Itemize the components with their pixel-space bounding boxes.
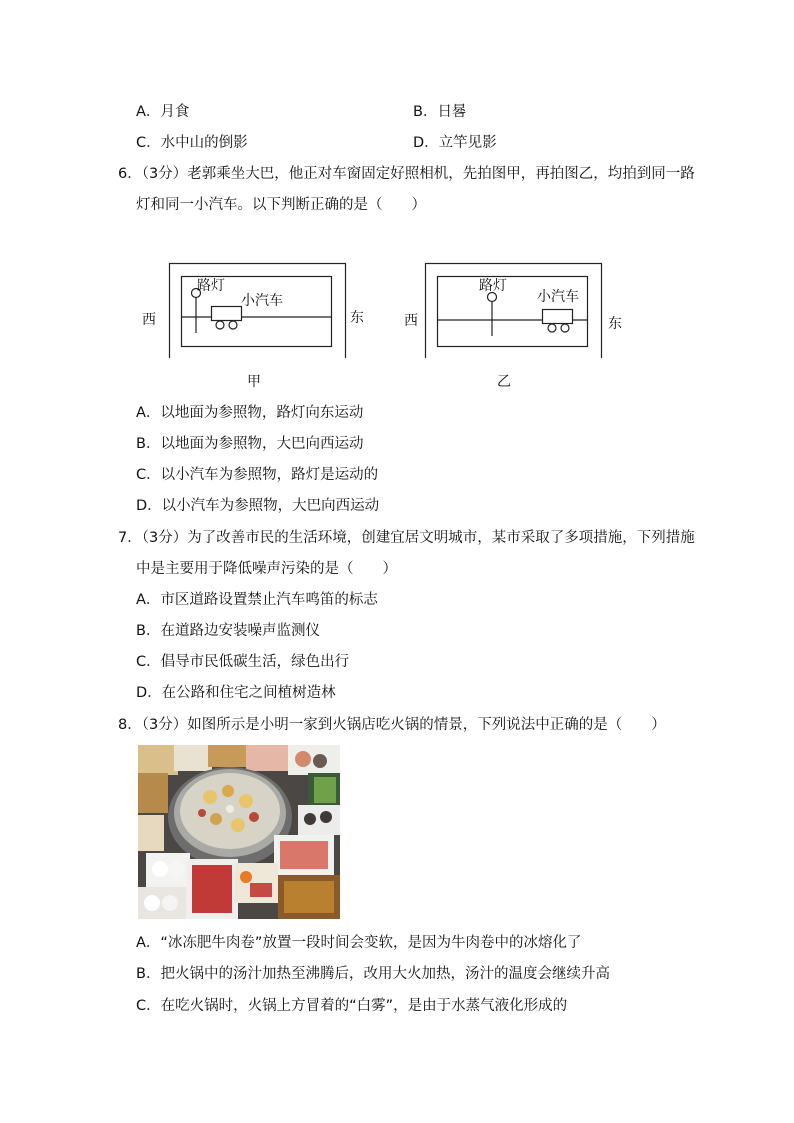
q5-option-b: B．日晷 <box>413 104 467 120</box>
q5-option-d: D．立竿见影 <box>413 135 497 151</box>
q6-right-west-label: 西 <box>404 313 418 329</box>
q6-option-b: B．以地面为参照物，大巴向西运动 <box>136 436 364 452</box>
hotpot-photo <box>138 745 340 919</box>
q6-figure-left <box>140 258 370 393</box>
q6-option-c: C．以小汽车为参照物，路灯是运动的 <box>136 467 379 483</box>
q7-option-c: C．倡导市民低碳生活，绿色出行 <box>136 654 350 670</box>
q6-right-east-label: 东 <box>608 316 622 332</box>
q6-right-caption: 乙 <box>497 374 511 390</box>
q8-stem: 8．（3分）如图所示是小明一家到火锅店吃火锅的情景，下列说法中正确的是（ ） <box>118 717 666 733</box>
q7-stem-line2: 中是主要用于降低噪声污染的是（ ） <box>136 561 397 577</box>
q6-right-car-label: 小汽车 <box>537 289 579 305</box>
q6-right-lamp-label: 路灯 <box>479 278 507 294</box>
q6-left-east-label: 东 <box>350 310 364 326</box>
q6-option-a: A．以地面为参照物，路灯向东运动 <box>136 405 364 421</box>
q8-option-a: A．“冰冻肥牛肉卷”放置一段时间会变软，是因为牛肉卷中的冰熔化了 <box>136 935 582 951</box>
q5-option-a: A．月食 <box>136 104 190 120</box>
q7-option-a: A．市区道路设置禁止汽车鸣笛的标志 <box>136 592 378 608</box>
q6-stem-line1: 6．（3分）老郭乘坐大巴，他正对车窗固定好照相机，先拍图甲，再拍图乙，均拍到同一路 <box>118 166 695 182</box>
car-icon <box>543 310 573 324</box>
hotpot-photo-illustration <box>138 745 340 919</box>
q7-option-b: B．在道路边安装噪声监测仪 <box>136 623 320 639</box>
q7-option-d: D．在公路和住宅之间植树造林 <box>136 685 336 701</box>
q6-stem-line2: 灯和同一小汽车。以下判断正确的是（ ） <box>136 197 426 213</box>
q6-figure-right-drawing <box>396 258 636 358</box>
car-icon <box>212 307 242 321</box>
q6-option-d: D．以小汽车为参照物，大巴向西运动 <box>136 498 380 514</box>
q6-figure-right <box>396 258 636 393</box>
q6-left-caption: 甲 <box>247 374 261 390</box>
q8-option-c: C．在吃火锅时，火锅上方冒着的“白雾”，是由于水蒸气液化形成的 <box>136 998 568 1014</box>
q6-left-car-label: 小汽车 <box>241 293 283 309</box>
q8-option-b: B．把火锅中的汤汁加热至沸腾后，改用大火加热，汤汁的温度会继续升高 <box>136 966 610 982</box>
q6-left-west-label: 西 <box>142 312 156 328</box>
q7-stem-line1: 7．（3分）为了改善市民的生活环境，创建宜居文明城市，某市采取了多项措施，下列措施 <box>118 530 695 546</box>
q5-option-c: C．水中山的倒影 <box>136 135 248 151</box>
q6-left-lamp-label: 路灯 <box>197 278 225 294</box>
